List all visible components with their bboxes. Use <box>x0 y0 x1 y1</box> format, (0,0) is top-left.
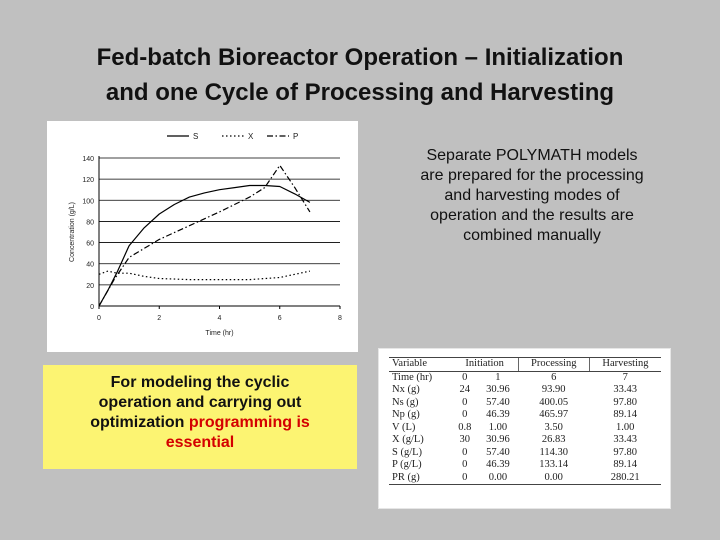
table-cell-value: 1 <box>495 371 501 383</box>
table-row <box>389 434 661 447</box>
x-tick-label: 4 <box>217 315 222 322</box>
table-row <box>389 459 661 472</box>
title-line-2: and one Cycle of Processing and Harvesting <box>105 79 615 106</box>
side-text-line: are prepared for the processing <box>420 167 644 184</box>
table-row <box>389 397 661 410</box>
side-text-line: and harvesting modes of <box>444 187 620 204</box>
y-tick-label: 20 <box>86 282 94 290</box>
y-tick-label: 120 <box>82 177 94 185</box>
note-line-3-text: optimization <box>90 414 189 431</box>
x-tick-label: 0 <box>97 315 101 322</box>
table-cell-value: 0.00 <box>478 472 518 485</box>
concentration-chart <box>47 121 358 352</box>
y-tick-label: 100 <box>82 198 94 206</box>
x-tick-label: 8 <box>338 315 342 322</box>
table-cell-value: 280.21 <box>589 472 661 485</box>
table-row <box>389 384 661 397</box>
table-cell-variable: Time (hr) <box>392 371 433 383</box>
table-cell-variable: P (g/L) <box>392 459 422 470</box>
y-tick-label: 140 <box>82 156 94 163</box>
header-processing: Processing <box>518 358 589 372</box>
legend-label: S <box>193 132 199 141</box>
results-table-body <box>389 371 661 485</box>
x-tick-label: 2 <box>157 315 162 322</box>
table-row <box>389 371 661 384</box>
cyclic-operation-note <box>43 365 357 469</box>
y-tick-label: 40 <box>86 261 94 269</box>
table-cell-value: 0 <box>462 396 468 408</box>
title-line-1: Fed-batch Bioreactor Operation – Initialization <box>96 44 624 71</box>
table-cell-variable: S (g/L) <box>392 446 423 458</box>
side-text-line: combined manually <box>463 227 601 244</box>
table-cell-value: 0.8 <box>458 421 472 433</box>
table-cell-value: 33.43 <box>613 434 638 445</box>
table-cell-value: 30.96 <box>486 434 510 445</box>
note-line-3 <box>43 413 357 433</box>
table-cell-value: 89.14 <box>613 409 638 420</box>
table-cell-value: 114.30 <box>539 446 568 458</box>
side-text-line: Separate POLYMATH models <box>426 147 638 164</box>
table-cell-value: 97.80 <box>613 446 638 458</box>
table-cell-value: 93.90 <box>541 384 566 395</box>
table-cell-value: 89.14 <box>613 459 638 470</box>
table-cell-value: 30 <box>459 434 471 445</box>
table-row <box>389 472 661 485</box>
table-cell-variable: Np (g) <box>392 409 420 420</box>
slide-title <box>20 40 700 110</box>
table-cell-value: 0.00 <box>518 472 589 485</box>
header-harvesting: Harvesting <box>589 358 661 372</box>
table-cell-value: 97.80 <box>613 396 638 408</box>
note-highlight: programming is <box>188 414 310 431</box>
x-tick-label: 6 <box>277 315 282 322</box>
table-cell-value: 7 <box>622 371 628 383</box>
table-cell-variable: X (g/L) <box>392 434 424 445</box>
results-table <box>389 357 661 485</box>
note-line-1: For modeling the cyclic <box>110 374 290 391</box>
series-line-x <box>99 271 310 280</box>
y-tick-label: 80 <box>86 219 94 227</box>
x-axis-label: Time (hr) <box>205 330 234 337</box>
table-cell-variable: V (L) <box>392 421 416 433</box>
legend-label: X <box>248 132 254 141</box>
table-cell-variable: PR (g) <box>389 472 452 485</box>
table-cell-variable: Ns (g) <box>392 396 419 408</box>
table-cell-value: 30.96 <box>486 384 510 395</box>
table-cell-value: 57.40 <box>486 396 510 408</box>
note-line-4: essential <box>165 434 235 451</box>
polymath-models-note <box>376 146 688 246</box>
table-row <box>389 422 661 435</box>
table-cell-value: 1.00 <box>616 421 635 433</box>
side-text-line: operation and the results are <box>430 207 634 224</box>
table-cell-value: 46.39 <box>486 409 510 420</box>
table-cell-value: 26.83 <box>541 434 566 445</box>
legend-label: P <box>293 132 299 141</box>
table-cell-value: 24 <box>459 384 471 395</box>
series-line-s <box>99 186 310 307</box>
table-row <box>389 447 661 460</box>
table-cell-value: 465.97 <box>539 409 569 420</box>
table-row <box>389 409 661 422</box>
table-cell-value: 1.00 <box>488 421 508 433</box>
table-cell-value: 33.43 <box>613 384 638 395</box>
table-cell-value: 46.39 <box>486 459 510 470</box>
header-initiation: Initiation <box>452 358 518 372</box>
table-cell-value: 0 <box>462 459 468 470</box>
y-tick-label: 0 <box>90 304 94 311</box>
table-cell-value: 400.05 <box>539 396 569 408</box>
table-cell-value: 0 <box>462 409 468 420</box>
table-cell-variable: Nx (g) <box>392 384 420 395</box>
y-axis-label: Concentration (g/L) <box>69 202 76 262</box>
table-cell-value: 0 <box>452 472 478 485</box>
table-cell-value: 57.40 <box>486 446 510 458</box>
table-cell-value: 133.14 <box>539 459 569 470</box>
table-cell-value: 0 <box>462 446 468 458</box>
table-cell-value: 0 <box>462 371 468 383</box>
table-cell-value: 3.50 <box>544 421 563 433</box>
header-variable: Variable <box>389 358 452 372</box>
results-table-panel <box>378 348 671 509</box>
table-cell-value: 6 <box>551 371 557 383</box>
note-line-2: operation and carrying out <box>98 394 302 411</box>
y-tick-label: 60 <box>86 240 94 248</box>
chart-svg <box>47 121 358 352</box>
table-header-row <box>389 358 661 372</box>
